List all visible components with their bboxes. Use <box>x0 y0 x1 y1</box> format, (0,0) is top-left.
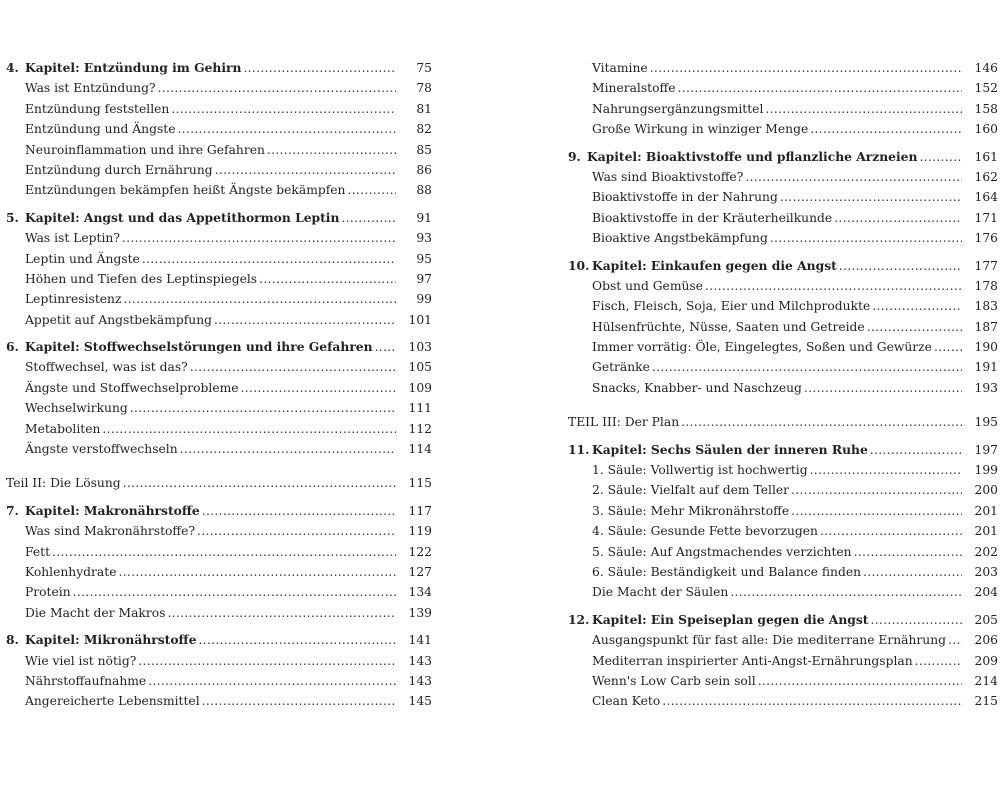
toc-entry[interactable] <box>568 542 998 562</box>
dot-leader <box>202 501 396 521</box>
toc-chapter-heading[interactable] <box>6 58 432 78</box>
toc-entry[interactable] <box>568 630 998 650</box>
toc-chapter-heading[interactable] <box>568 147 998 167</box>
toc-entry[interactable] <box>568 296 998 316</box>
toc-page-number: 164 <box>974 190 998 205</box>
dot-leader <box>780 187 962 207</box>
toc-page-number: 99 <box>416 292 432 307</box>
toc-page-number: 200 <box>974 483 998 498</box>
toc-chapter-heading[interactable] <box>6 501 432 521</box>
toc-page-number: 112 <box>408 421 432 436</box>
toc-page-number: 203 <box>974 564 998 579</box>
chapter-number: 7. <box>6 502 19 518</box>
dot-leader <box>198 630 396 650</box>
toc-entry[interactable] <box>6 119 432 139</box>
toc-entry[interactable] <box>6 228 432 248</box>
toc-page-number: 201 <box>974 524 998 539</box>
toc-entry[interactable] <box>568 337 998 357</box>
toc-entry-title: Mediterran inspirierter Anti-Angst-Ernährungsplan <box>592 653 913 668</box>
toc-entry-title: Leptin und Ängste <box>25 251 140 266</box>
dot-leader <box>652 357 962 377</box>
toc-entry[interactable] <box>6 419 432 439</box>
dot-leader <box>791 501 962 521</box>
toc-entry-title: Teil II: Die Lösung <box>6 476 121 491</box>
section-spacer <box>568 249 998 256</box>
toc-entry-title: Kapitel: Entzündung im Gehirn <box>25 60 242 75</box>
toc-entry-title: Obst und Gemüse <box>592 278 704 293</box>
dot-leader <box>730 582 962 602</box>
toc-entry-title: Fett <box>25 544 51 559</box>
toc-page-number: 114 <box>408 442 432 457</box>
dot-leader <box>347 180 396 200</box>
dot-leader <box>102 419 396 439</box>
toc-entry-title: Getränke <box>592 360 650 375</box>
dot-leader <box>215 160 396 180</box>
toc-chapter-heading[interactable] <box>6 208 432 228</box>
toc-entry[interactable] <box>6 78 432 98</box>
toc-page-number: 215 <box>974 694 998 709</box>
toc-entry-title: Wechselwirkung <box>25 401 128 416</box>
dot-leader <box>167 603 396 623</box>
section-spacer <box>6 494 432 501</box>
toc-entry[interactable] <box>568 119 998 139</box>
toc-entry-title: Nährstoffaufnahme <box>25 673 147 688</box>
toc-entry-title: Große Wirkung in winziger Menge <box>592 122 809 137</box>
toc-chapter-heading[interactable] <box>568 256 998 276</box>
toc-entry-title: 5. Säule: Auf Angstmachendes verzichten <box>592 544 852 559</box>
chapter-number: 9. <box>568 148 581 164</box>
toc-entry[interactable] <box>568 521 998 541</box>
dot-leader <box>810 460 962 480</box>
toc-page-number: 139 <box>408 605 432 620</box>
left-page-toc <box>6 58 432 712</box>
chapter-number: 4. <box>6 60 19 75</box>
toc-entry[interactable] <box>568 501 998 521</box>
toc-entry-title: Neuroinflammation und ihre Gefahren <box>25 142 265 157</box>
dot-leader <box>770 228 962 248</box>
toc-entry-title: Entzündung durch Ernährung <box>25 162 213 177</box>
chapter-number: 8. <box>6 632 19 648</box>
toc-page-number: 111 <box>408 401 432 416</box>
dot-leader <box>870 440 962 460</box>
toc-page-number: 127 <box>408 564 432 579</box>
toc-entry[interactable] <box>568 58 998 78</box>
dot-leader <box>867 317 962 337</box>
dot-leader <box>158 78 396 98</box>
toc-entry-title: Ängste und Stoffwechselprobleme <box>25 380 239 395</box>
toc-entry-title: Was sind Bioaktivstoffe? <box>592 169 744 184</box>
toc-entry[interactable] <box>6 603 432 623</box>
dot-leader <box>142 249 396 269</box>
toc-entry-title: Nahrungsergänzungsmittel <box>592 101 764 116</box>
toc-page-number: 78 <box>416 81 432 96</box>
dot-leader <box>820 521 962 541</box>
toc-entry-title: Kohlenhydrate <box>25 564 117 579</box>
dot-leader <box>375 337 396 357</box>
toc-page-number: 115 <box>408 476 432 491</box>
toc-entry-title: Fisch, Fleisch, Soja, Eier und Milchprodukte <box>592 299 871 314</box>
dot-leader <box>791 480 962 500</box>
toc-page-number: 191 <box>974 360 998 375</box>
toc-entry[interactable] <box>568 208 998 228</box>
toc-entry-title: Hülsenfrüchte, Nüsse, Saaten und Getreide <box>592 319 865 334</box>
toc-entry[interactable] <box>6 269 432 289</box>
toc-entry-title: Kapitel: Bioaktivstoffe und pflanzliche Arzneien <box>587 148 918 164</box>
toc-entry-title: Ausgangspunkt für fast alle: Die mediterrane Ernährung <box>592 633 947 648</box>
dot-leader <box>745 167 962 187</box>
toc-entry-title: Bioaktivstoffe in der Kräuterheilkunde <box>592 210 833 225</box>
dot-leader <box>948 630 962 650</box>
dot-leader <box>854 542 962 562</box>
toc-page-number: 141 <box>408 633 432 648</box>
toc-entry[interactable] <box>6 99 432 119</box>
dot-leader <box>871 610 963 630</box>
toc-page-number: 171 <box>974 210 998 225</box>
toc-page-number: 93 <box>416 231 432 246</box>
toc-page-number: 187 <box>974 319 998 334</box>
toc-entry-title: Kapitel: Einkaufen gegen die Angst <box>592 257 837 273</box>
toc-page-number: 117 <box>408 503 432 518</box>
dot-leader <box>804 378 962 398</box>
toc-entry[interactable] <box>6 542 432 562</box>
toc-entry-title: Mineralstoffe <box>592 81 676 96</box>
toc-entry-title: Bioaktivstoffe in der Nahrung <box>592 190 778 205</box>
dot-leader <box>73 582 396 602</box>
section-spacer <box>568 398 998 412</box>
toc-chapter-heading[interactable] <box>6 337 432 357</box>
toc-page-number: 86 <box>416 162 432 177</box>
dot-leader <box>758 671 962 691</box>
toc-entry[interactable] <box>568 378 998 398</box>
toc-entry-title: Wenn's Low Carb sein soll <box>592 673 756 688</box>
dot-leader <box>171 99 396 119</box>
section-spacer <box>6 330 432 337</box>
toc-entry-title: Kapitel: Sechs Säulen der inneren Ruhe <box>592 441 868 457</box>
toc-entry-title: Clean Keto <box>592 694 661 709</box>
section-spacer <box>568 603 998 610</box>
toc-part-heading[interactable] <box>6 473 432 493</box>
chapter-number: 12. <box>568 611 590 627</box>
dot-leader <box>863 562 962 582</box>
chapter-number: 10. <box>568 257 590 273</box>
toc-page-number: 205 <box>974 612 998 627</box>
toc-page-number: 202 <box>974 544 998 559</box>
toc-page-number: 91 <box>416 210 432 225</box>
toc-entry[interactable] <box>568 460 998 480</box>
toc-entry[interactable] <box>6 289 432 309</box>
toc-entry-title: Leptinresistenz <box>25 292 122 307</box>
toc-entry-title: Was ist Entzündung? <box>25 81 156 96</box>
toc-entry-title: Vitamine <box>592 61 648 75</box>
dot-leader <box>123 289 396 309</box>
toc-page-number: 209 <box>974 653 998 668</box>
toc-entry-title: Kapitel: Ein Speiseplan gegen die Angst <box>592 611 869 627</box>
toc-entry-title: Kapitel: Mikronährstoffe <box>25 632 197 648</box>
dot-leader <box>130 398 396 418</box>
toc-entry[interactable] <box>568 78 998 98</box>
toc-page-number: 122 <box>408 544 432 559</box>
toc-entry[interactable] <box>6 398 432 418</box>
dot-leader <box>202 691 396 711</box>
toc-entry[interactable] <box>568 480 998 500</box>
toc-page-number: 190 <box>974 340 998 355</box>
dot-leader <box>681 412 962 432</box>
section-spacer <box>6 623 432 630</box>
toc-entry-title: 4. Säule: Gesunde Fette bevorzugen <box>592 524 818 539</box>
toc-entry-title: Snacks, Knabber- und Naschzeug <box>592 380 802 395</box>
toc-entry[interactable] <box>6 357 432 377</box>
toc-page-number: 160 <box>974 122 998 137</box>
toc-page-number: 201 <box>974 503 998 518</box>
toc-page-number: 82 <box>416 122 432 137</box>
toc-entry-title: Kapitel: Angst und das Appetithormon Leptin <box>25 209 340 225</box>
toc-entry[interactable] <box>568 691 998 711</box>
toc-entry-title: 3. Säule: Mehr Mikronährstoffe <box>592 503 790 518</box>
toc-entry-title: Ängste verstoffwechseln <box>25 442 178 457</box>
toc-entry[interactable] <box>568 582 998 602</box>
toc-entry[interactable] <box>6 691 432 711</box>
toc-page-number: 199 <box>974 463 998 478</box>
section-spacer <box>6 201 432 208</box>
toc-entry-title: Immer vorrätig: Öle, Eingelegtes, Soßen und Gewürze <box>592 340 932 355</box>
toc-page-number: 161 <box>974 149 998 164</box>
toc-page-number: 143 <box>408 673 432 688</box>
toc-page-number: 97 <box>416 271 432 286</box>
dot-leader <box>241 378 396 398</box>
toc-page-number: 214 <box>974 673 998 688</box>
right-page-toc <box>568 58 998 712</box>
toc-page-number: 75 <box>416 61 432 75</box>
toc-entry[interactable] <box>6 180 432 200</box>
toc-page-number: 176 <box>974 231 998 246</box>
toc-entry-title: 2. Säule: Vielfalt auf dem Teller <box>592 483 790 498</box>
toc-page-number: 88 <box>416 183 432 198</box>
dot-leader <box>190 357 396 377</box>
section-spacer <box>568 140 998 147</box>
toc-page-number: 146 <box>974 61 998 75</box>
toc-page-number: 95 <box>416 251 432 266</box>
dot-leader <box>934 337 962 357</box>
dot-leader <box>834 208 962 228</box>
toc-entry-title: 6. Säule: Beständigkeit und Balance finden <box>592 564 862 579</box>
toc-entry-title: Metaboliten <box>25 421 101 436</box>
dot-leader <box>118 562 396 582</box>
toc-entry[interactable] <box>568 317 998 337</box>
toc-page-number: 119 <box>408 524 432 539</box>
dot-leader <box>177 119 396 139</box>
toc-entry[interactable] <box>568 651 998 671</box>
toc-entry-title: Kapitel: Makronährstoffe <box>25 502 200 518</box>
toc-chapter-heading[interactable] <box>6 630 432 650</box>
toc-entry-title: Entzündungen bekämpfen heißt Ängste bekämpfen <box>25 183 346 198</box>
dot-leader <box>872 296 962 316</box>
toc-page-number: 81 <box>416 101 432 116</box>
toc-page-number: 101 <box>408 312 432 327</box>
toc-part-heading[interactable] <box>568 412 998 432</box>
toc-entry-title: Appetit auf Angstbekämpfung <box>25 312 212 327</box>
chapter-number: 11. <box>568 441 590 457</box>
dot-leader <box>123 473 396 493</box>
toc-entry[interactable] <box>6 651 432 671</box>
toc-page-number: 105 <box>408 360 432 375</box>
toc-page-number: 158 <box>974 101 998 116</box>
toc-entry[interactable] <box>568 167 998 187</box>
toc-page-number: 178 <box>974 278 998 293</box>
dot-leader <box>148 671 396 691</box>
toc-entry[interactable] <box>568 671 998 691</box>
toc-entry-title: Was ist Leptin? <box>25 231 120 246</box>
dot-leader <box>259 269 396 289</box>
dot-leader <box>919 147 962 167</box>
dot-leader <box>122 228 396 248</box>
toc-entry-title: Die Macht der Säulen <box>592 585 729 600</box>
dot-leader <box>243 58 396 78</box>
dot-leader <box>765 99 962 119</box>
dot-leader <box>341 208 396 228</box>
toc-entry[interactable] <box>6 582 432 602</box>
toc-page-number: 197 <box>974 442 998 457</box>
dot-leader <box>138 651 396 671</box>
dot-leader <box>180 439 396 459</box>
toc-entry[interactable] <box>568 562 998 582</box>
toc-page-number: 162 <box>974 169 998 184</box>
toc-entry-title: Wie viel ist nötig? <box>25 653 137 668</box>
toc-page-number: 143 <box>408 653 432 668</box>
toc-entry-title: 1. Säule: Vollwertig ist hochwertig <box>592 463 808 478</box>
chapter-number: 6. <box>6 339 19 355</box>
toc-entry[interactable] <box>6 562 432 582</box>
toc-entry[interactable] <box>568 276 998 296</box>
toc-entry-title: Höhen und Tiefen des Leptinspiegels <box>25 271 258 286</box>
toc-entry-title: Entzündung und Ängste <box>25 122 176 137</box>
section-spacer <box>568 433 998 440</box>
dot-leader <box>197 521 396 541</box>
toc-page-number: 145 <box>408 694 432 709</box>
dot-leader <box>705 276 962 296</box>
chapter-number: 5. <box>6 209 19 225</box>
toc-chapter-heading[interactable] <box>568 610 998 630</box>
toc-entry-title: Angereicherte Lebensmittel <box>25 694 200 709</box>
toc-entry[interactable] <box>6 521 432 541</box>
dot-leader <box>214 310 396 330</box>
dot-leader <box>839 256 962 276</box>
toc-entry[interactable] <box>6 249 432 269</box>
dot-leader <box>267 140 396 160</box>
toc-page-number: 134 <box>408 585 432 600</box>
toc-page-number: 85 <box>416 142 432 157</box>
toc-entry[interactable] <box>568 187 998 207</box>
toc-entry[interactable] <box>6 671 432 691</box>
toc-entry[interactable] <box>6 439 432 459</box>
section-spacer <box>6 459 432 473</box>
toc-page-number: 103 <box>408 340 432 355</box>
toc-entry-title: Protein <box>25 585 71 600</box>
toc-entry[interactable] <box>568 99 998 119</box>
toc-page-number: 193 <box>974 380 998 395</box>
dot-leader <box>52 542 396 562</box>
toc-entry[interactable] <box>6 310 432 330</box>
toc-page-number: 152 <box>974 81 998 96</box>
toc-entry-title: Stoffwechsel, was ist das? <box>25 360 188 375</box>
toc-entry[interactable] <box>568 357 998 377</box>
toc-page-number: 206 <box>974 633 998 648</box>
toc-entry[interactable] <box>6 160 432 180</box>
toc-page-number: 204 <box>974 585 998 600</box>
toc-entry-title: Entzündung feststellen <box>25 101 170 116</box>
toc-entry[interactable] <box>568 228 998 248</box>
toc-page-number: 195 <box>974 415 998 430</box>
toc-chapter-heading[interactable] <box>568 440 998 460</box>
toc-page-number: 109 <box>408 380 432 395</box>
toc-entry[interactable] <box>6 378 432 398</box>
toc-entry-title: Die Macht der Makros <box>25 605 166 620</box>
toc-entry[interactable] <box>6 140 432 160</box>
toc-page-number: 177 <box>974 258 998 273</box>
toc-entry-title: TEIL III: Der Plan <box>568 415 680 430</box>
toc-entry-title: Bioaktive Angstbekämpfung <box>592 231 768 246</box>
toc-entry-title: Kapitel: Stoffwechselstörungen und ihre Gefahren <box>25 339 373 355</box>
dot-leader <box>650 58 962 78</box>
dot-leader <box>915 651 962 671</box>
dot-leader <box>810 119 962 139</box>
dot-leader <box>678 78 962 98</box>
toc-entry-title: Was sind Makronährstoffe? <box>25 524 196 539</box>
toc-page-number: 183 <box>974 299 998 314</box>
dot-leader <box>662 691 962 711</box>
